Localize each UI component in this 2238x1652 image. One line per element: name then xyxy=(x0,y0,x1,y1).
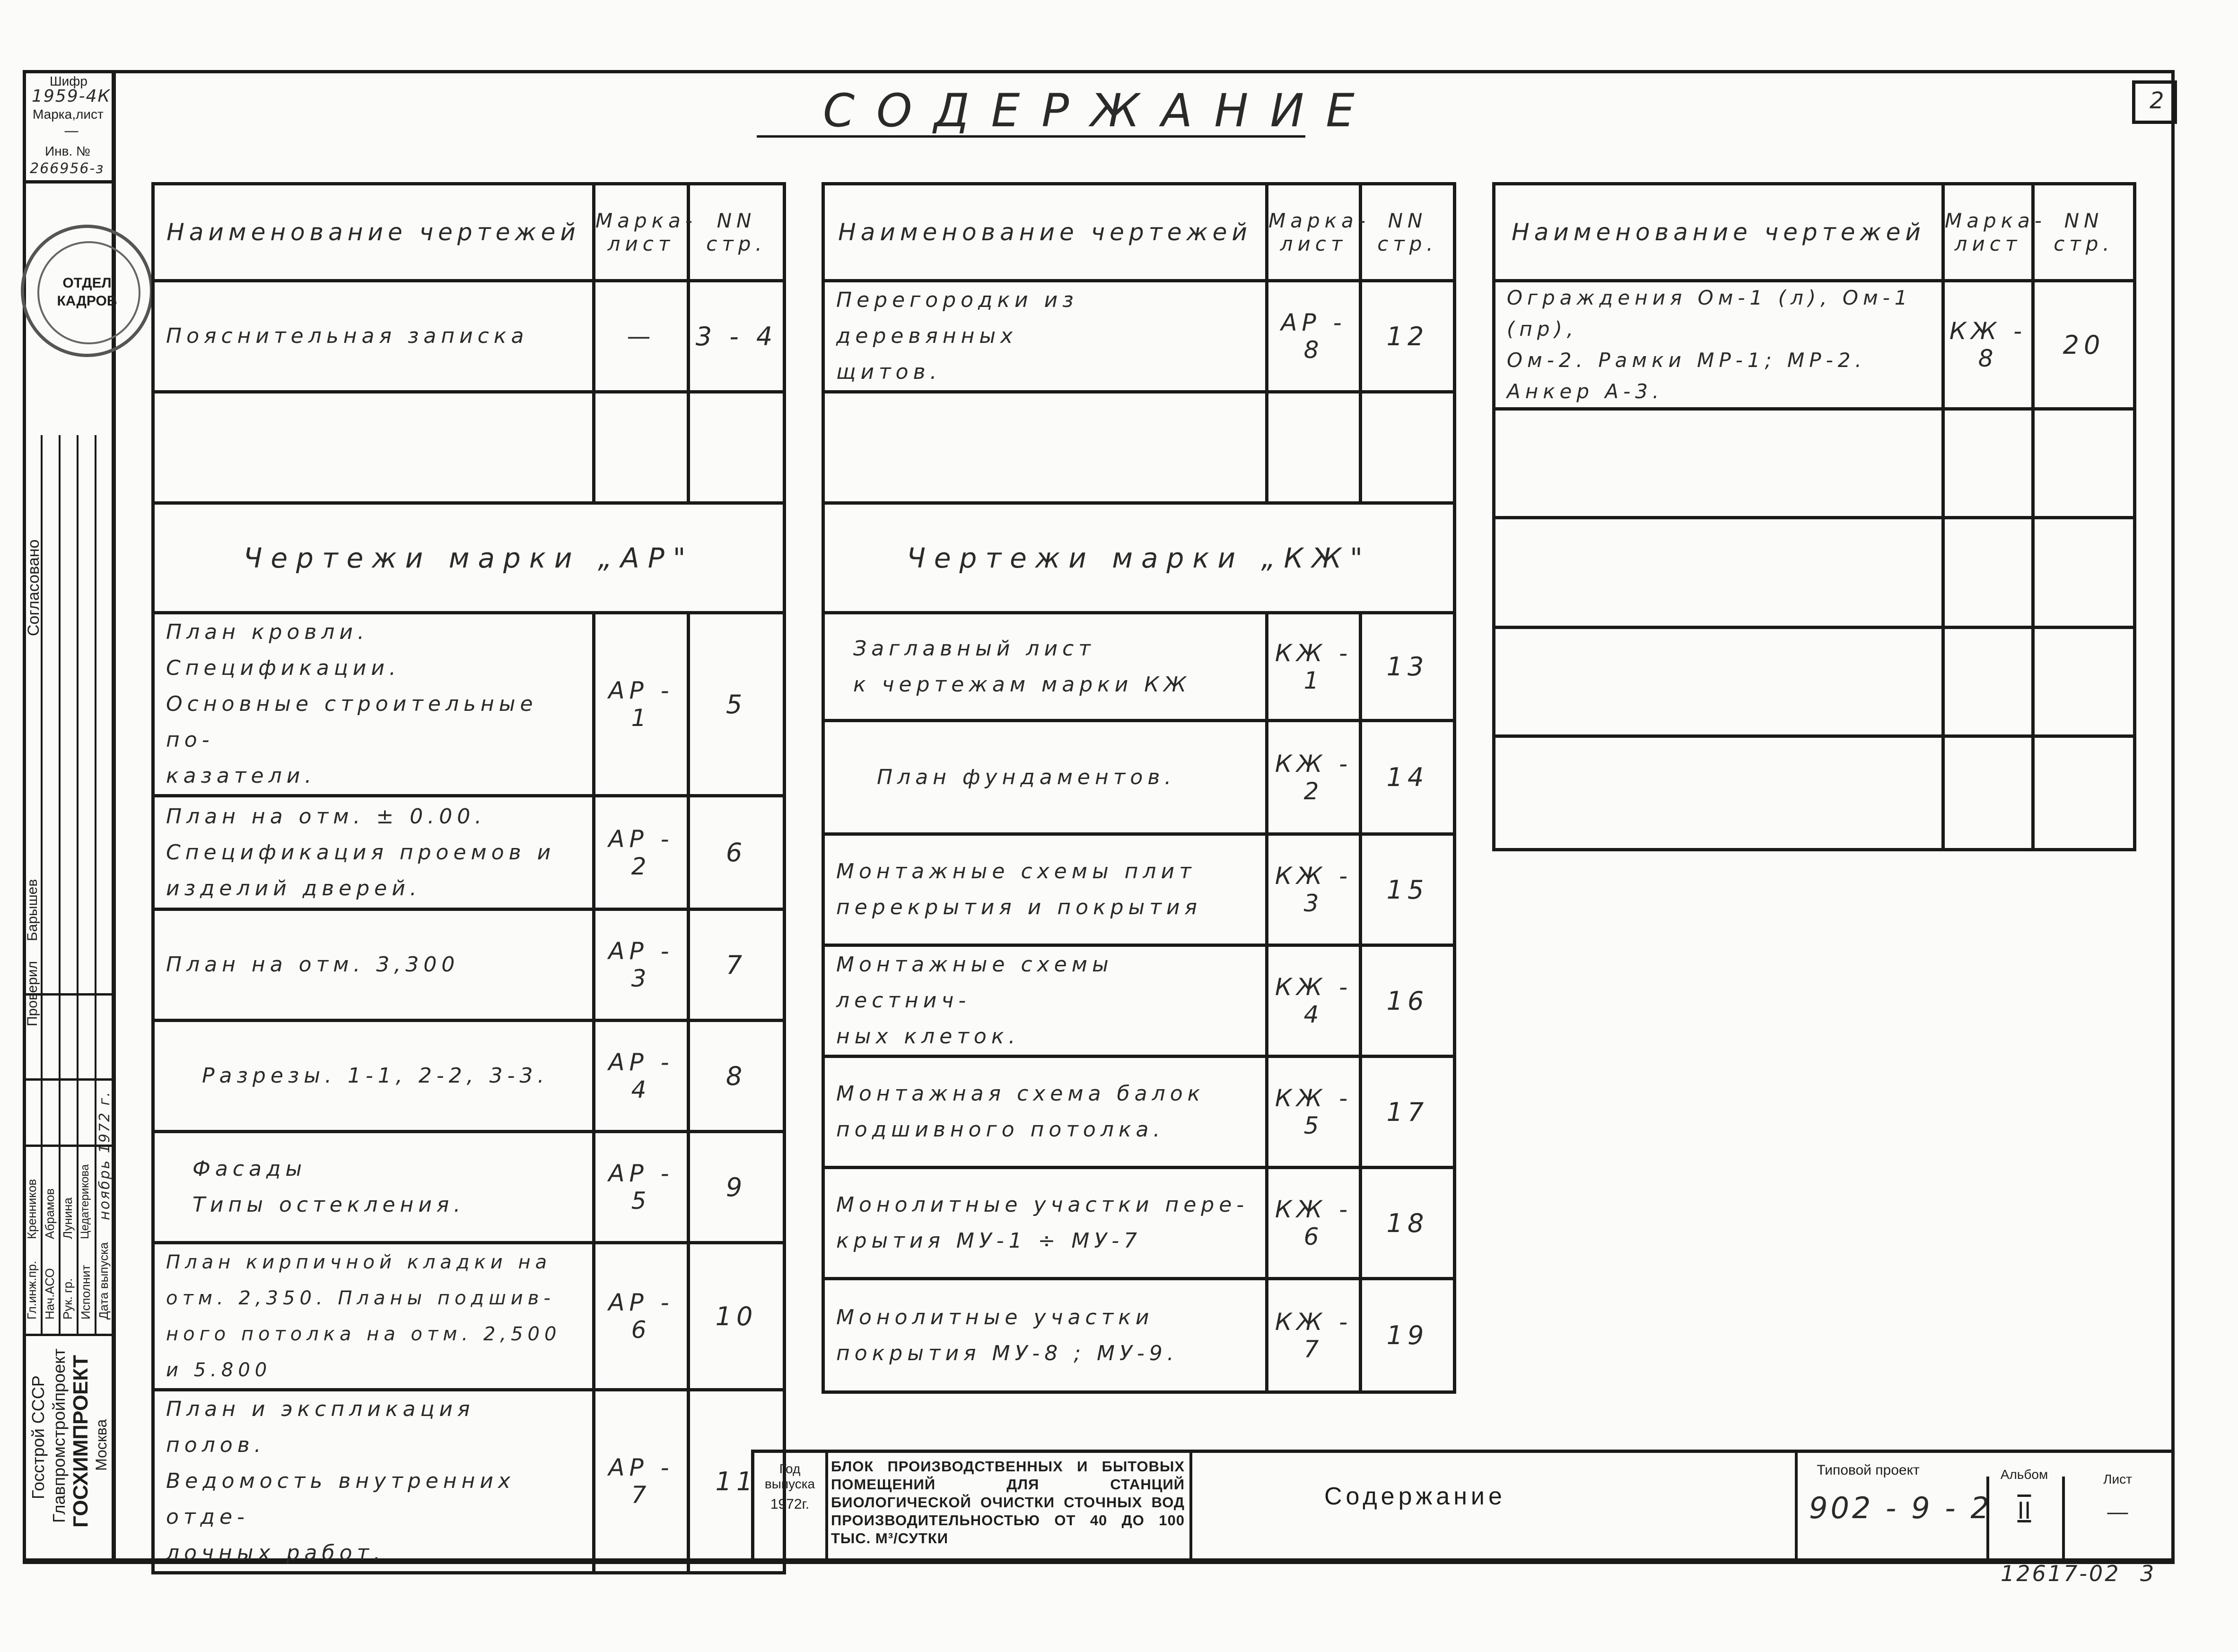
header-page: NN стр. xyxy=(2033,184,2135,281)
signer-role-gl-inzh: Гл.инж.пр. xyxy=(25,1260,39,1320)
row-mark: КЖ - 3 xyxy=(1267,834,1361,945)
table-header-row xyxy=(153,184,785,281)
inv-label: Инв. № xyxy=(45,144,91,158)
row-page: 13 xyxy=(1361,613,1455,721)
footer-code: 12617-02 xyxy=(2001,1561,2121,1586)
row-mark: КЖ - 5 xyxy=(1267,1057,1361,1168)
shifr-box xyxy=(23,70,115,184)
project-description: БЛОК ПРОИЗВОДСТВЕННЫХ И БЫТОВЫХ ПОМЕЩЕНИЙ ДЛЯ СТАНЦИЙ БИОЛОГИЧЕСКОЙ ОЧИСТКИ СТОЧНЫХ ВОД ПРОИЗВОДИТЕЛЬНОСТЬЮ ОТ 40 ДО 100 ТЫС. М³/СУТКИ xyxy=(831,1458,1185,1547)
row-name: Монолитные участки покрытия МУ-8 ; МУ-9. xyxy=(823,1279,1267,1392)
row-page: 16 xyxy=(1361,945,1455,1057)
department-seal xyxy=(21,225,153,357)
org-line-2: Главпромстройпроект xyxy=(49,1348,69,1523)
row-mark: АР - 3 xyxy=(594,909,689,1021)
row-page xyxy=(2033,518,2135,628)
row-page: 15 xyxy=(1361,834,1455,945)
footer-page: 3 xyxy=(2140,1561,2154,1586)
row-page: 9 xyxy=(689,1132,785,1243)
signer-role-proveril: Проверил xyxy=(25,961,40,1026)
row-name: План кирпичной кладки на отм. 2,350. Планы подшив- ного потолка на отм. 2,500 и 5.800 xyxy=(153,1243,594,1390)
album-label: Альбом xyxy=(2000,1467,2048,1482)
table-row xyxy=(1494,736,2135,850)
row-mark: — xyxy=(594,281,689,392)
row-name: План на отм. 3,300 xyxy=(153,909,594,1021)
row-mark xyxy=(1943,409,2033,518)
sheet-value: — xyxy=(2107,1500,2128,1523)
row-name: Монтажные схемы лестнич- ных клеток. xyxy=(823,945,1267,1057)
row-mark xyxy=(1267,392,1361,503)
row-page: 5 xyxy=(689,613,785,796)
table-row xyxy=(1494,281,2135,409)
row-name xyxy=(1494,736,1943,850)
row-page xyxy=(689,392,785,503)
shifr-label: Шифр xyxy=(50,74,87,88)
release-label: Дата выпуска xyxy=(96,1242,111,1320)
page-title: СОДЕРЖАНИЕ xyxy=(823,84,1376,137)
corner-number-box xyxy=(2132,80,2177,124)
header-mark: Марка-лист xyxy=(594,184,689,281)
row-mark: АР - 2 xyxy=(594,796,689,909)
sheet-label: Лист xyxy=(2103,1472,2132,1486)
header-page: NN стр. xyxy=(1361,184,1455,281)
row-page: 14 xyxy=(1361,721,1455,834)
table-row xyxy=(153,1390,785,1573)
section-row xyxy=(153,503,785,613)
header-name: Наименование чертежей xyxy=(1494,184,1943,281)
row-name: Заглавный лист к чертежам марки КЖ xyxy=(823,613,1267,721)
row-page: 8 xyxy=(689,1021,785,1132)
marka-list-value: — xyxy=(64,122,84,140)
row-page: 12 xyxy=(1361,281,1455,392)
row-name xyxy=(1494,628,1943,736)
row-mark: КЖ - 4 xyxy=(1267,945,1361,1057)
signer-name-krennikov: Кренников xyxy=(25,1179,39,1239)
row-name: План на отм. ± 0.00. Спецификация проемов и изделий дверей. xyxy=(153,796,594,909)
row-name: Монолитные участки пере- крытия МУ-1 ÷ МУ-7 xyxy=(823,1168,1267,1279)
row-page: 18 xyxy=(1361,1168,1455,1279)
table-row xyxy=(823,392,1455,503)
row-page xyxy=(1361,392,1455,503)
table-row xyxy=(823,1279,1455,1392)
row-mark xyxy=(594,392,689,503)
year-label: Год выпуска xyxy=(764,1461,815,1491)
row-page: 7 xyxy=(689,909,785,1021)
row-name: План и экспликация полов. Ведомость внутренних отде- лочных работ. xyxy=(153,1390,594,1573)
row-mark: КЖ - 1 xyxy=(1267,613,1361,721)
contents-table-3 xyxy=(1492,182,2136,851)
album-value: II xyxy=(2017,1497,2031,1524)
table-row xyxy=(823,1057,1455,1168)
table-row xyxy=(153,1021,785,1132)
header-mark: Марка-лист xyxy=(1943,184,2033,281)
row-name xyxy=(1494,409,1943,518)
table-row xyxy=(153,796,785,909)
row-name: Перегородки из деревянных щитов. xyxy=(823,281,1267,392)
year-value: 1972г. xyxy=(770,1496,810,1512)
row-name: Монтажные схемы плит перекрытия и покрытия xyxy=(823,834,1267,945)
row-mark: АР - 7 xyxy=(594,1390,689,1573)
typical-project-label: Типовой проект xyxy=(1817,1462,1920,1478)
seal-line-1: ОТДЕЛ xyxy=(62,275,112,291)
table-header-row xyxy=(823,184,1455,281)
row-page xyxy=(2033,736,2135,850)
table-row xyxy=(823,945,1455,1057)
section-row xyxy=(823,503,1455,613)
table-row xyxy=(153,909,785,1021)
row-name xyxy=(1494,518,1943,628)
table-row xyxy=(823,281,1455,392)
table-row xyxy=(823,613,1455,721)
row-mark: КЖ - 6 xyxy=(1267,1168,1361,1279)
row-mark: АР - 6 xyxy=(594,1243,689,1390)
contents-table-1 xyxy=(151,182,786,1574)
title-block xyxy=(751,1450,2175,1564)
row-mark xyxy=(1943,736,2033,850)
contents-table-2 xyxy=(822,182,1456,1394)
row-name: Пояснительная записка xyxy=(153,281,594,392)
row-name xyxy=(153,392,594,503)
signer-name-abramov: Абрамов xyxy=(43,1188,57,1239)
row-mark: КЖ - 8 xyxy=(1943,281,2033,409)
header-page: NN стр. xyxy=(689,184,785,281)
row-page xyxy=(2033,409,2135,518)
org-line-3: ГОСХИМПРОЕКТ xyxy=(69,1355,92,1528)
signer-role-nach-aso: Нач.АСО xyxy=(43,1268,57,1320)
header-mark: Марка-лист xyxy=(1267,184,1361,281)
row-page: 17 xyxy=(1361,1057,1455,1168)
row-mark: АР - 5 xyxy=(594,1132,689,1243)
row-name: Разрезы. 1-1, 2-2, 3-3. xyxy=(153,1021,594,1132)
table-row xyxy=(153,613,785,796)
row-mark xyxy=(1943,628,2033,736)
row-page xyxy=(2033,628,2135,736)
header-name: Наименование чертежей xyxy=(823,184,1267,281)
typical-project-value: 902 - 9 - 2 xyxy=(1809,1491,1992,1525)
release-value: ноябрь 1972 г. xyxy=(96,1091,113,1220)
table-row xyxy=(823,1168,1455,1279)
row-mark xyxy=(1943,518,2033,628)
row-page: 20 xyxy=(2033,281,2135,409)
header-name: Наименование чертежей xyxy=(153,184,594,281)
row-page: 19 xyxy=(1361,1279,1455,1392)
corner-number: 2 xyxy=(2150,87,2164,114)
section-title-kzh: Чертежи марки „КЖ" xyxy=(823,503,1455,613)
row-mark: АР - 1 xyxy=(594,613,689,796)
seal-line-2: КАДРОВ xyxy=(57,293,117,309)
table-row xyxy=(1494,628,2135,736)
table-row xyxy=(153,1243,785,1390)
row-name: Монтажная схема балок подшивного потолка. xyxy=(823,1057,1267,1168)
shifr-value: 1959-4К xyxy=(32,87,111,106)
table-header-row xyxy=(1494,184,2135,281)
sheet-title: Содержание xyxy=(1324,1483,1506,1510)
row-page: 10 xyxy=(689,1243,785,1390)
row-name: Ограждения Ом-1 (л), Ом-1 (пр), Ом-2. Рамки МР-1; МР-2. Анкер А-3. xyxy=(1494,281,1943,409)
row-mark: КЖ - 7 xyxy=(1267,1279,1361,1392)
marka-list-label: Марка,лист xyxy=(33,107,104,122)
row-name xyxy=(823,392,1267,503)
table-row xyxy=(1494,518,2135,628)
stamp-grid xyxy=(23,435,115,1334)
row-mark: АР - 4 xyxy=(594,1021,689,1132)
row-name: План фундаментов. xyxy=(823,721,1267,834)
table-row xyxy=(1494,409,2135,518)
table-row xyxy=(153,392,785,503)
row-mark: АР - 8 xyxy=(1267,281,1361,392)
title-underline xyxy=(757,135,1305,138)
signer-name-tsedaterikova: Цедатерикова xyxy=(79,1164,91,1239)
row-mark: КЖ - 2 xyxy=(1267,721,1361,834)
row-page: 3 - 4 xyxy=(689,281,785,392)
inv-value: 266956-з xyxy=(30,160,105,177)
signer-role-ispolnit: Исполнит xyxy=(79,1265,93,1320)
row-page: 6 xyxy=(689,796,785,909)
org-line-1: Госстрой СССР xyxy=(28,1375,48,1499)
org-line-4: Москва xyxy=(93,1419,110,1471)
table-row xyxy=(153,1132,785,1243)
section-title-ar: Чертежи марки „АР" xyxy=(153,503,785,613)
signer-role-ruk-gr: Рук. гр. xyxy=(61,1278,75,1320)
table-row xyxy=(823,834,1455,945)
table-row xyxy=(153,281,785,392)
row-name: План кровли. Спецификации. Основные строительные по- казатели. xyxy=(153,613,594,796)
row-name: Фасады Типы остекления. xyxy=(153,1132,594,1243)
signer-name-baryshev: Барышев xyxy=(25,879,40,941)
row-page: 11 xyxy=(689,1390,785,1573)
agreed-label: Согласовано xyxy=(25,539,43,636)
signer-name-lunina: Лунина xyxy=(61,1197,75,1239)
table-row xyxy=(823,721,1455,834)
